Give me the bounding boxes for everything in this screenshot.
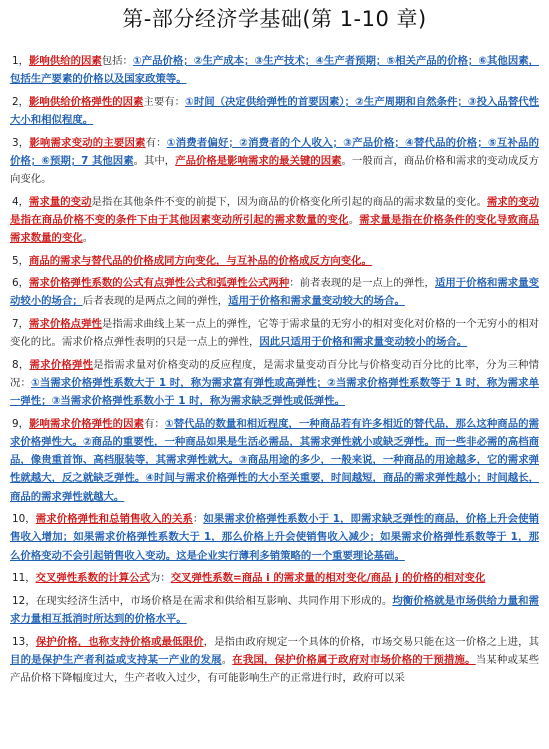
paragraph-item	[10, 510, 539, 565]
paragraph-number: 10，	[12, 513, 36, 526]
paragraph-text-run: 为：	[149, 572, 171, 585]
paragraph-text-run: 交叉弹性系数的计算公式	[35, 572, 150, 585]
paragraph-text-run: 包括：	[101, 55, 133, 67]
paragraph-number: 5，	[12, 254, 30, 267]
paragraph-number: 6，	[12, 277, 30, 290]
paragraph-text-run: 。	[221, 653, 233, 666]
paragraph-text-run: 有：	[145, 136, 167, 149]
paragraph-text-run: 保护价格，也称支持价格或最低限价	[35, 635, 204, 648]
paragraph-number: 7，	[12, 317, 30, 330]
paragraph-text-run: ，是指由政府规定一个具体的价格，市场交易只能在这一价格之上进，其	[203, 635, 540, 648]
paragraph-number: 11，	[12, 572, 36, 585]
paragraph-number: 3，	[12, 136, 30, 149]
paragraph-text-run: 有：	[143, 417, 165, 430]
paragraph-text-run: 商品的需求与替代品的价格成同方向变化，与互补品的价格成反方向变化。	[29, 254, 372, 267]
paragraph-text-run: ①时间（决定供给弹性的首要因素）；②生产周期和自然条件；③投入品替代性大小和相似程度。	[10, 95, 540, 126]
paragraph-text-run: 。其中，	[133, 154, 176, 167]
paragraph-text-run: 如果需求价格弹性系数小于 1，即需求缺乏弹性的商品，价格上升会使销售收入增加；如果需求价格弹性系数大于 1，那么价格上升会使销售收入减少；如果需求价格弹性系数等于 1，那么价格变动不会引起销售收入变动。这是企业实行薄利多销策略的一个重要理论基础。	[10, 513, 539, 562]
paragraph-text-run: ①替代品的数量和相近程度，一种商品若有许多相近的替代品，那么这种商品的需求价格弹性大。②商品的重要性，一种商品如果是生活必需品，其需求弹性就小或缺乏弹性。而一些非必需的高档商品，像贵重首饰、高档服装等，其需求弹性就大。③商品用途的多少，一般来说，一种商品的用途越多，它的需求弹性就越大，反之就缺乏弹性。④时间与需求价格弹性的大小至关重要，时间越短，商品的需求弹性越小；时间越长，商品的需求弹性就越大。	[10, 417, 540, 503]
paragraph-number: 9，	[12, 417, 30, 430]
paragraph-number: 8，	[12, 358, 30, 371]
paragraph-item	[10, 415, 539, 506]
paragraph-text-run: 主要有：	[143, 95, 186, 108]
paragraph-text-run: 影响供给价格弹性的因素	[29, 95, 144, 108]
paragraph-text-run: 需求价格点弹性	[29, 317, 102, 330]
paragraph-item	[10, 134, 539, 189]
paragraph-text-run: 目的是保护生产者利益或支持某一产业的发展	[10, 653, 222, 666]
paragraph-item	[10, 193, 539, 248]
paragraph-text-run: 是指需求曲线上某一点上的弹性，它等于需求量的无穷小的相对变化对价格的一个无穷小的相对变化的比。需求价格点弹性表明的只是一点上的弹性，	[10, 317, 539, 349]
paragraph-text-run: 适用于价格和需求量变动较大的场合。	[228, 295, 405, 308]
paragraph-text-run: 需求量是指在价格条件的变化导致商品需求数量的变化	[10, 213, 540, 244]
paragraph-number: 2，	[12, 95, 30, 108]
paragraph-number: 12，	[12, 594, 36, 607]
paragraph-text-run: 影响供给的因素	[29, 55, 102, 67]
paragraph-number: 1，	[12, 55, 30, 67]
paragraph-number: 4，	[12, 195, 30, 208]
paragraph-text-run: 是指在其他条件不变的前提下，因为商品的价格变化所引起的商品的需求数量的变化。	[91, 195, 487, 208]
paragraph-item	[10, 252, 539, 270]
paragraph-text-run: ：	[192, 513, 204, 526]
paragraph-text-run: 当某种或某些产品价格下降幅度过大，生产者收入过少，有可能影响生产的正常进行时，政府可以采	[10, 653, 540, 684]
paragraph-item	[10, 93, 539, 129]
paragraph-item	[10, 356, 539, 411]
paragraph-text-run: 因此只适用于价格和需求量变动较小的场合。	[259, 336, 468, 349]
paragraph-text-run: 在我国，保护价格属于政府对市场价格的干预措施。	[232, 653, 476, 666]
paragraph-item	[10, 633, 539, 688]
paragraph-text-run: 影响需求变动的主要因素	[29, 136, 146, 149]
paragraph-text-run: 。	[348, 213, 360, 226]
paragraph-item	[10, 569, 539, 587]
paragraph-text-run: 是指需求量对价格变动的反应程度，是需求量变动百分比与价格变动百分比的比率，分为三种情况：	[10, 358, 539, 389]
paragraph-text-run: 交叉弹性系数=商品 i 的需求量的相对变化/商品 j 的价格的相对变化	[170, 572, 486, 585]
paragraph-item	[10, 274, 539, 310]
paragraph-text-run: ①当需求价格弹性系数大于 1 时，称为需求富有弹性或高弹性；②当需求价格弹性系数等于 1 时，称为需求单一弹性；③当需求价格弹性系数小于 1 时，称为需求缺乏弹性或低弹性。	[10, 376, 539, 408]
paragraph-text-run: 。一般而言，商品价格和需求的变动成反方向变化。	[10, 154, 540, 185]
paragraph-text-run: 后者表现的是两点之间的弹性，	[82, 295, 229, 308]
paragraph-text-run: ：前者表现的是一点上的弹性，	[289, 277, 435, 290]
paragraph-item	[10, 52, 539, 88]
paragraph-text-run: 需求量的变动	[29, 195, 92, 208]
paragraph-text-run: 需求价格弹性系数的公式有点弹性公式和弧弹性公式两种	[29, 277, 290, 290]
paragraph-text-run: 产品价格是影响需求的最关键的因素	[175, 154, 342, 167]
paragraph-text-run: 均衡价格就是市场供给力量和需求力量相互抵消时所达到的价格水平。	[10, 594, 540, 625]
paragraph-item	[10, 315, 539, 351]
paragraph-text-run: ①消费者偏好；②消费者的个人收入；③产品价格；④替代品的价格；⑤互补品的价格；⑥预期；7 其他因素	[10, 136, 539, 167]
paragraph-text-run: 影响需求价格弹性的因素	[29, 417, 144, 430]
paragraph-text-run: 需求价格弹性和总销售收入的关系	[35, 513, 193, 526]
paragraph-text-run: 。	[82, 232, 94, 244]
paragraph-text-run: ①产品价格；②生产成本；③生产技术；④生产者预期；⑤相关产品的价格；⑥其他因素，包括生产要素的价格以及国家政策等。	[10, 55, 539, 86]
document-body	[0, 40, 549, 687]
paragraph-text-run: 需求的变动是指在商品价格不变的条件下由于其他因素变动所引起的需求数量的变化	[10, 195, 540, 226]
paragraph-text-run: 在现实经济生活中，市场价格是在需求和供给相互影响、共同作用下形成的。	[35, 594, 393, 607]
page-title: 第-部分经济学基础(第 1-10 章)	[122, 7, 427, 31]
paragraph-number: 13，	[12, 635, 36, 648]
paragraph-text-run: 适用于价格和需求量变动较小的场合；	[10, 277, 540, 308]
paragraph-text-run: 需求价格弹性	[29, 358, 94, 371]
paragraph-item	[10, 592, 539, 628]
